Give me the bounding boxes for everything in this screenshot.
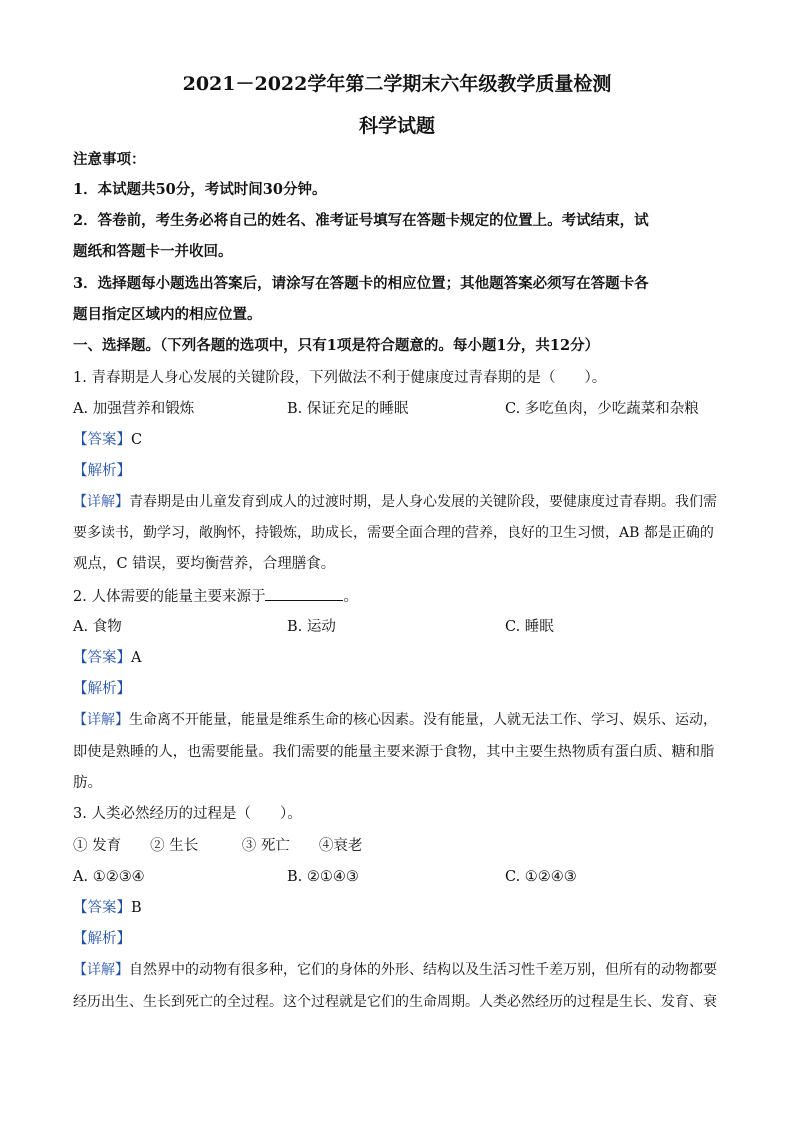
q1-option-c: C. 多吃鱼肉，少吃蔬菜和杂粮 bbox=[505, 401, 699, 417]
q1-detail-text-1: 青春期是由儿童发育到成人的过渡时期，是人身心发展的关键阶段，要健康度过青春期。我们需 bbox=[129, 494, 717, 510]
q2-stem-end: 。 bbox=[343, 589, 358, 605]
q2-answer: A bbox=[131, 650, 142, 666]
q2-option-a: A. 食物 bbox=[73, 619, 122, 635]
detail-tag: 【详解】 bbox=[73, 962, 129, 978]
q3-analysis-tag: 【解析】 bbox=[73, 931, 131, 947]
q2-stem-line bbox=[73, 586, 722, 607]
q1-analysis-tag: 【解析】 bbox=[73, 463, 131, 479]
q2-option-c: C. 睡眠 bbox=[505, 619, 554, 635]
q1-stem: 1. 青春期是人身心发展的关键阶段，下列做法不利于健康度过青春期的是（ ）。 bbox=[73, 370, 607, 386]
q1-detail-line-1 bbox=[73, 492, 722, 512]
q2-answer-line bbox=[73, 648, 722, 668]
q1-answer-line bbox=[73, 430, 722, 450]
q3-answer: B bbox=[131, 900, 142, 916]
q1-answer: C bbox=[131, 432, 143, 448]
q3-option-a: A. ①②③④ bbox=[73, 869, 145, 885]
q2-answer-blank bbox=[265, 586, 343, 601]
q3-option-b: B. ②①④③ bbox=[287, 869, 359, 885]
notes-item-3-line-1: 3．选择题每小题选出答案后，请涂写在答题卡的相应位置；其他题答案必须写在答题卡各 bbox=[73, 275, 649, 292]
exam-title: 2021－2022学年第二学期末六年级教学质量检测 bbox=[182, 73, 612, 95]
q1-option-b: B. 保证充足的睡眠 bbox=[287, 401, 409, 417]
q2-option-b: B. 运动 bbox=[287, 619, 336, 635]
answer-tag: 【答案】 bbox=[73, 432, 131, 448]
notes-item-3-line-2: 题目指定区域内的相应位置。 bbox=[73, 306, 262, 323]
q3-items: ① 发育 ② 生长 ③ 死亡 ④衰老 bbox=[73, 838, 363, 854]
q3-stem: 3. 人类必然经历的过程是（ ）。 bbox=[73, 806, 302, 822]
exam-subtitle: 科学试题 bbox=[358, 115, 435, 137]
q1-option-a: A. 加强营养和锻炼 bbox=[73, 401, 195, 417]
q3-detail-line-1 bbox=[73, 960, 722, 980]
notes-item-2-line-1: 2．答卷前，考生务必将自己的姓名、准考证号填写在答题卡规定的位置上。考试结束，试 bbox=[73, 212, 649, 229]
q2-analysis-tag: 【解析】 bbox=[73, 681, 131, 697]
notes-item-1: 1．本试题共50分，考试时间30分钟。 bbox=[73, 181, 327, 198]
notes-heading: 注意事项： bbox=[73, 151, 146, 168]
q2-detail-line-3: 肪。 bbox=[73, 775, 102, 791]
answer-tag: 【答案】 bbox=[73, 650, 131, 666]
q2-detail-line-1 bbox=[73, 710, 722, 730]
q2-detail-line-2: 即使是熟睡的人，也需要能量。我们需要的能量主要来源于食物，其中主要生热物质有蛋白质、糖和脂 bbox=[73, 744, 715, 760]
q1-detail-line-2: 要多读书，勤学习，敞胸怀，持锻炼，助成长，需要全面合理的营养，良好的卫生习惯，AB 都是正确的 bbox=[73, 525, 714, 541]
q3-answer-line bbox=[73, 898, 722, 918]
q2-detail-text-1: 生命离不开能量，能量是维系生命的核心因素。没有能量，人就无法工作、学习、娱乐、运动， bbox=[129, 712, 717, 728]
answer-tag: 【答案】 bbox=[73, 900, 131, 916]
section-heading: 一、选择题。（下列各题的选项中，只有1项是符合题意的。每小题1分，共12分） bbox=[73, 337, 600, 354]
q2-stem: 2. 人体需要的能量主要来源于 bbox=[73, 589, 266, 605]
q3-detail-text-1: 自然界中的动物有很多种，它们的身体的外形、结构以及生活习性千差万别，但所有的动物都要 bbox=[129, 962, 717, 978]
q1-detail-line-3: 观点，C 错误，要均衡营养，合理膳食。 bbox=[73, 556, 336, 572]
detail-tag: 【详解】 bbox=[73, 712, 129, 728]
q3-detail-line-2: 经历出生、生长到死亡的全过程。这个过程就是它们的生命周期。人类必然经历的过程是生长、发育、衰 bbox=[73, 994, 717, 1010]
q3-option-c: C. ①②④③ bbox=[505, 869, 577, 885]
detail-tag: 【详解】 bbox=[73, 494, 129, 510]
notes-item-2-line-2: 题纸和答题卡一并收回。 bbox=[73, 243, 233, 260]
